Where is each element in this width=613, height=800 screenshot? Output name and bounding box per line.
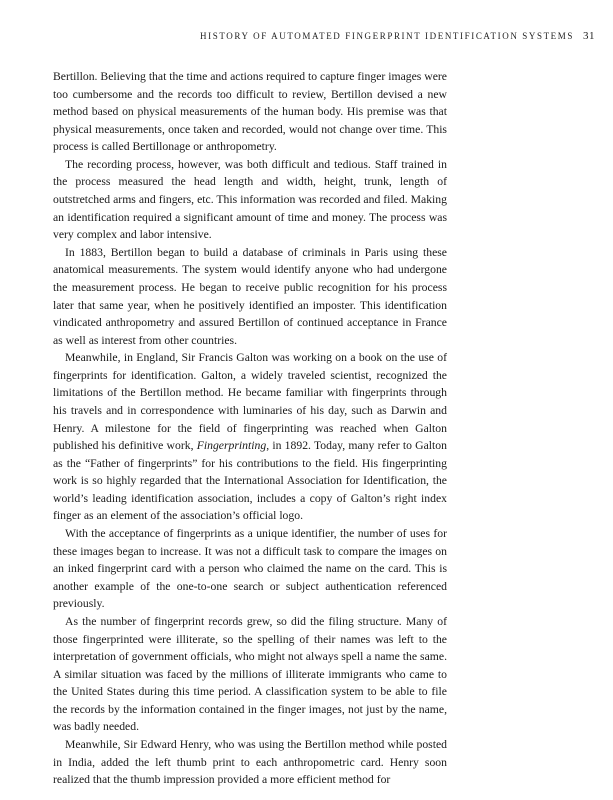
paragraph: The recording process, however, was both difficult and tedious. Staff trained in the process measured the head length and width, height, trunk, length of outstretched arms and fingers, etc. This information was recorded and filed. Making an identification required a significant amount of time and money. The process was very complex and labor intensive. <box>53 157 447 242</box>
body-text <box>53 68 447 789</box>
book-title: Fingerprinting <box>196 439 267 453</box>
paragraph <box>53 349 447 525</box>
paragraph: As the number of fingerprint records grew, so did the filing structure. Many of those fingerprinted were illiterate, so the spelling of their names was left to the interpretation of government officials, who might not always spell a name the same. A similar situation was faced by the millions of illiterate immigrants who came to the United States during this time period. A classification system to be able to file the records by the information contained in the finger images, not just by the name, was badly needed. <box>53 614 447 734</box>
paragraph: In 1883, Bertillon began to build a database of criminals in Paris using these anatomical measurements. The system would identify anyone who had undergone the measurement process. He began to receive public recognition for his process later that same year, when he positively identified an imposter. This identification vindicated anthropometry and assured Bertillon of continued acceptance in France as well as interest from other countries. <box>53 245 447 347</box>
paragraph: With the acceptance of fingerprints as a unique identifier, the number of uses for these images began to increase. It was not a difficult task to compare the images on an inked fingerprint card with a person who claimed the name on the card. This is another example of the one-to-one search or subject authentication referenced previously. <box>53 527 447 611</box>
paragraph-text: , in 1892. Today, many refer to Galton as the “Father of fingerprints” for his contributions to the field. His fingerprinting work is so highly regarded that the International Association for Identification, the world’s leading identification association, includes a copy of Galton’s right index finger as an element of the association’s official logo. <box>53 439 447 523</box>
page-number: 31 <box>583 30 595 42</box>
running-title: HISTORY OF AUTOMATED FINGERPRINT IDENTIFICATION SYSTEMS <box>200 31 574 41</box>
running-head <box>196 30 595 44</box>
paragraph-text: Meanwhile, in England, Sir Francis Galton was working on a book on the use of fingerprints for identification. Galton, a widely traveled scientist, recognized the limitations of the Bertillon method. He became familiar with fingerprints through his travels and in correspondence with luminaries of his day, such as Darwin and Henry. A milestone for the field of fingerprinting was reached when Galton published his definitive work, <box>53 351 447 453</box>
paragraph: Bertillon. Believing that the time and actions required to capture finger images were too cumbersome and the records too difficult to review, Bertillon devised a new method based on physical measurements of the human body. His premise was that physical measurements, once taken and recorded, would not change over time. This process is called Bertillonage or anthropometry. <box>53 70 447 154</box>
paragraph: Meanwhile, Sir Edward Henry, who was using the Bertillon method while posted in India, added the left thumb print to each anthropometric card. Henry soon realized that the thumb impression provided a more efficient method for <box>53 737 447 787</box>
